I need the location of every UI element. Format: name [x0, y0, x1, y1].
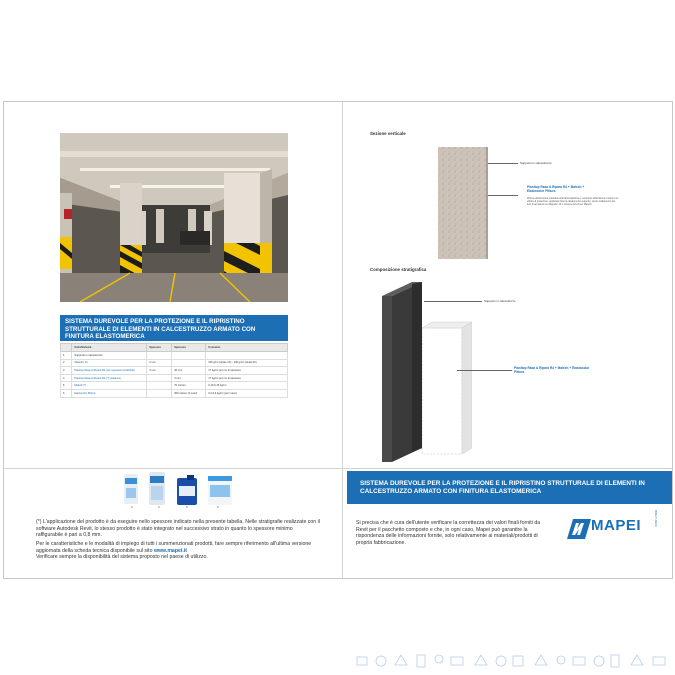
footnote-application: (*) L'applicazione del prodotto è da eseguire nello spessore indicato nella presente tabella. Nelle stratigrafie realizzate con il software Autodesk Revit, lo stesso prodotto è stato integrato nel successivo strato in quanto lo spessore minimo raffigurabile è pari a 0,8 mm.	[36, 519, 320, 539]
callout-system-label: Planitop Rasa & Ripara R4 + Malech + Elastocolor Pittura	[527, 185, 585, 193]
footnote-text: Verificare sempre la disponibilità del sistema proposto nel paese di utilizzo.	[36, 554, 208, 561]
table-header-cell: Ciclo/Sistema	[72, 344, 147, 352]
table-row	[61, 367, 288, 375]
table-cell: 17 kg/m² per cm di spessore	[206, 374, 288, 382]
table-cell: Mapefer 1K	[72, 359, 147, 367]
table-header-cell: Spessore	[147, 344, 172, 352]
table-cell: 6	[61, 389, 72, 397]
table-cell	[147, 382, 172, 390]
callout-leader	[457, 370, 512, 371]
product-caption: 3	[158, 505, 160, 509]
table-cell: Elastocolor Pittura	[72, 389, 147, 397]
table-cell: 3	[61, 367, 72, 375]
revit-disclaimer: Si precisa che è cura dell'utente verificare la correttezza dei valori finali forniti da Revit per il pacchetto composto e che, in ogni caso, Mapei può garantire la rispondenza delle informazioni fornite, solo relativamente ai materiali/prodotti di propria fabbricazione.	[356, 520, 541, 546]
callout-system-note: Pittura elastomerica protettiva anticarbonatazione e resistente all'ambiente marino con effetto di protezione, applicata dopo la rasatura del supporto, previo trattamento dei ferri di armatura con Mapefer 1K e stesura del primer Malech.	[527, 197, 619, 207]
table-cell: 40 mm	[172, 367, 206, 375]
mapei-website-link[interactable]: www.mapei.it	[153, 547, 187, 554]
product-caption: 2	[131, 505, 133, 509]
callout-support-label: Supporto in calcestruzzo	[520, 161, 552, 165]
product-bag-2	[149, 472, 165, 505]
mapei-logo-icon	[567, 519, 591, 539]
table-cell: 2	[61, 359, 72, 367]
table-cell	[147, 374, 172, 382]
mapei-brand-text: MAPEI	[591, 517, 642, 534]
table-cell: Supporto in calcestruzzo	[72, 352, 147, 360]
page-divider-horizontal	[4, 468, 672, 469]
table-cell: Planitop Rasa & Ripara R4 (*) (rasatura)	[72, 374, 147, 382]
system-spec-table	[60, 343, 288, 398]
product-caption: 6	[217, 505, 219, 509]
table-cell: 2 mm	[147, 359, 172, 367]
system-title-band: SISTEMA DUREVOLE PER LA PROTEZIONE E IL RIPRISTINO STRUTTURALE DI ELEMENTI IN CALCESTRUZZO ARMATO CON FINITURA ELASTOMERICA	[60, 315, 288, 341]
footnote-text: Per le caratteristiche e le modalità di impiego di tutti i summenzionati prodotti, fare sempre riferimento all'ultima versione aggiornata della scheda tecnica disponibile sul sito	[36, 541, 312, 554]
table-row	[61, 374, 288, 382]
table-cell: 0,10-0,15 kg/m²	[206, 382, 288, 390]
table-cell: 0,3-0,4 kg/m² (per mano)	[206, 389, 288, 397]
table-row	[61, 352, 288, 360]
product-bag-1	[124, 474, 138, 504]
table-cell: 3 mm	[172, 374, 206, 382]
layer-composition-drawing	[382, 282, 472, 462]
table-cell	[172, 352, 206, 360]
table-row	[61, 389, 288, 397]
table-row	[61, 382, 288, 390]
system-title-band-right: SISTEMA DUREVOLE PER LA PROTEZIONE E IL RIPRISTINO STRUTTURALE DI ELEMENTI IN CALCESTRUZZO ARMATO CON FINITURA ELASTOMERICA	[347, 471, 672, 504]
table-cell	[172, 359, 206, 367]
section-title-vertical: Sezione verticale	[370, 131, 406, 136]
table-cell: 1	[61, 352, 72, 360]
product-canister	[177, 475, 197, 505]
footnote-references	[36, 541, 321, 561]
callout-leader	[488, 163, 518, 164]
table-cell: Planitop Rasa & Ripara R4 (per spessore localizzati)	[72, 367, 147, 375]
table-cell: 4	[61, 374, 72, 382]
callout-support-label: Supporto in calcestruzzo	[484, 299, 516, 303]
decorative-icon-strip	[351, 649, 672, 672]
table-cell	[147, 352, 172, 360]
page-divider-vertical	[342, 102, 343, 578]
callout-leader	[424, 301, 482, 302]
table-header-row	[61, 344, 288, 352]
table-cell	[206, 352, 288, 360]
table-cell: 5	[61, 382, 72, 390]
callout-leader	[488, 195, 518, 196]
parking-garage-photo	[60, 133, 288, 302]
document-code: BIM-IT-0226	[654, 510, 658, 527]
product-caption: 5	[186, 505, 188, 509]
table-cell: 70 micron	[172, 382, 206, 390]
table-header-cell: Consumo	[206, 344, 288, 352]
callout-system-label: Planitop Rasa & Ripara R4 + Malech + Elastocolor Pittura	[514, 366, 590, 374]
table-cell: Malech (*)	[72, 382, 147, 390]
table-row	[61, 359, 288, 367]
table-cell: 300 micron (2 mani)	[172, 389, 206, 397]
table-cell: 3 mm	[147, 367, 172, 375]
product-bucket	[208, 476, 232, 505]
table-header-cell	[61, 344, 72, 352]
document-sheet	[3, 101, 673, 579]
table-cell	[147, 389, 172, 397]
section-title-composition: Composizione stratigrafica	[370, 267, 427, 272]
table-cell: 17 kg/m² per cm di spessore	[206, 367, 288, 375]
table-header-cell: Spessore	[172, 344, 206, 352]
table-cell: 100 g/m² (strato 1K) - 100 g/m² (strato 2K)	[206, 359, 288, 367]
